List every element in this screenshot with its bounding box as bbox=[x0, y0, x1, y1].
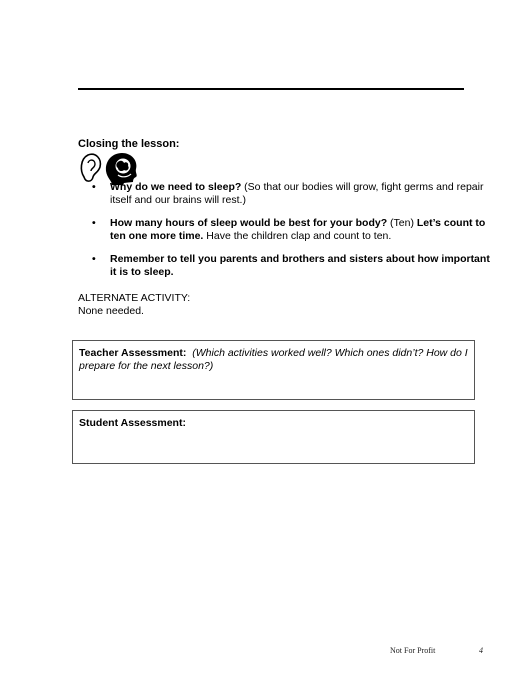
closing-bullet-list bbox=[92, 181, 492, 289]
student-assessment-label: Student Assessment: bbox=[79, 417, 186, 429]
bullet-dot: • bbox=[92, 253, 96, 265]
top-rule bbox=[78, 88, 464, 90]
alternate-activity-text: None needed. bbox=[78, 304, 144, 317]
teacher-assessment-prompt: (Which activities worked well? Which ones didn’t? How do I prepare for the next lesson?) bbox=[79, 347, 468, 372]
ear-icon bbox=[81, 154, 100, 181]
alternate-activity-title: ALTERNATE ACTIVITY: bbox=[78, 292, 191, 304]
closing-heading: Closing the lesson: bbox=[78, 138, 180, 150]
teacher-assessment-box[interactable] bbox=[72, 340, 475, 400]
list-item: • Remember to tell you parents and brothers and sisters about how important it is to sleep. bbox=[92, 253, 490, 278]
alternate-activity bbox=[78, 292, 190, 317]
teacher-assessment-label: Teacher Assessment: bbox=[79, 347, 187, 359]
bullet-dot: • bbox=[92, 181, 96, 193]
student-assessment-box[interactable] bbox=[72, 410, 475, 464]
page-number: 4 bbox=[479, 646, 483, 655]
icon-group bbox=[78, 151, 148, 185]
list-item: • Why do we need to sleep? (So that our bodies will grow, fight germs and repair itself and our brains will rest.) bbox=[92, 181, 484, 206]
footer-text: Not For Profit bbox=[390, 646, 436, 655]
bullet-dot: • bbox=[92, 217, 96, 229]
list-item: • How many hours of sleep would be best for your body? (Ten) Let’s count to ten one more time. Have the children clap and count to ten. bbox=[92, 217, 486, 242]
